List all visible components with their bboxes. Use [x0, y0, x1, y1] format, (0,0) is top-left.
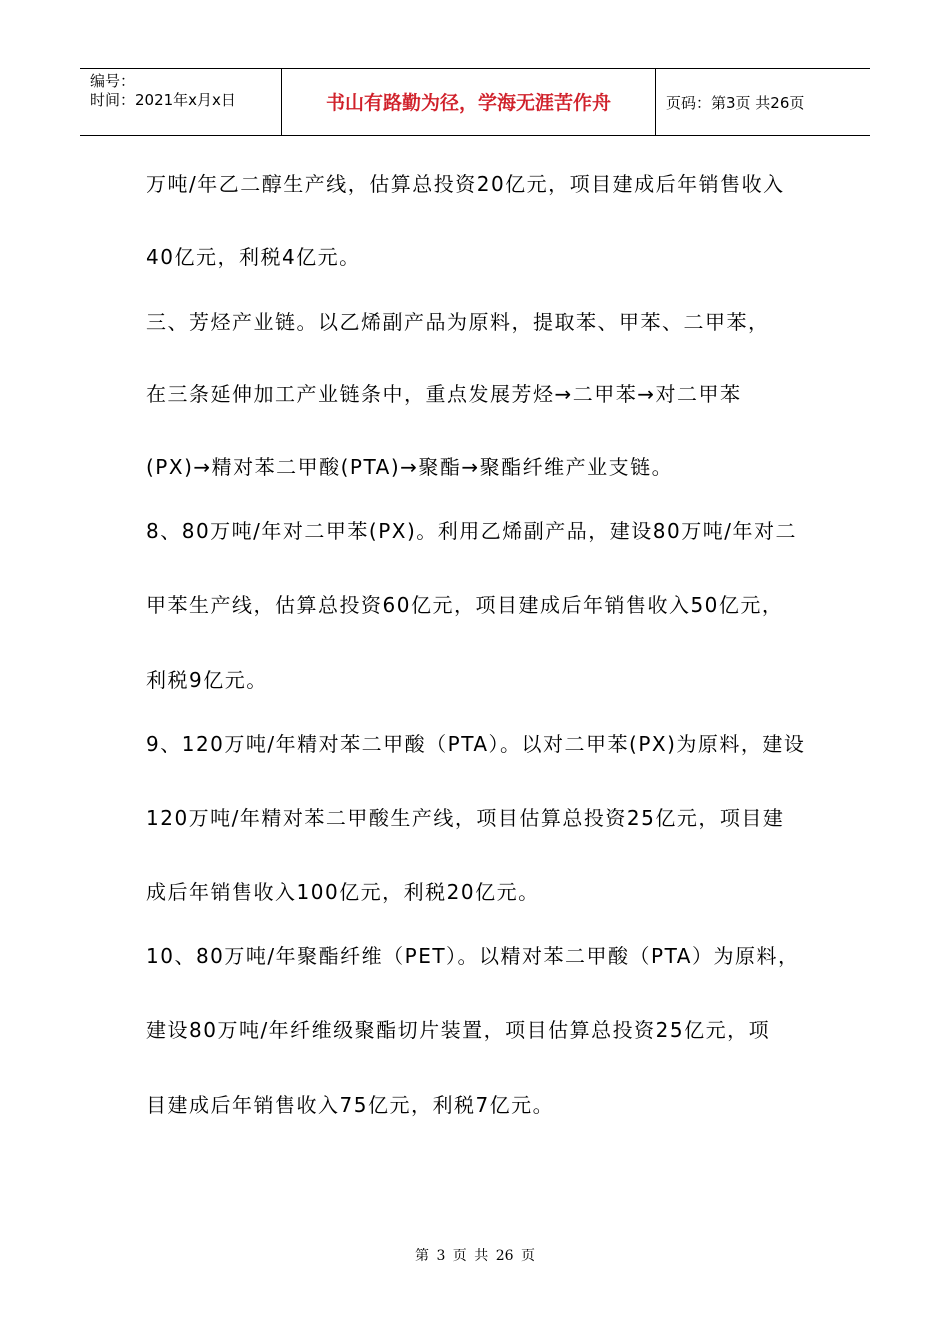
body-line: 万吨/年乙二醇生产线，估算总投资20亿元，项目建成后年销售收入 [146, 172, 785, 196]
body-line: 利税9亿元。 [146, 668, 268, 692]
body-line: 在三条延伸加工产业链条中，重点发展芳烃→二甲苯→对二甲苯 [146, 382, 742, 406]
body-line: (PX)→精对苯二甲酸(PTA)→聚酯→聚酯纤维产业支链。 [146, 455, 674, 479]
header-motto: 书山有路勤为径，学海无涯苦作舟 [325, 92, 611, 114]
header-page-cell [656, 69, 870, 135]
body-line: 9、120万吨/年精对苯二甲酸（PTA）。以对二甲苯(PX)为原料，建设 [146, 732, 806, 756]
document-time-label: 时间：2021年x月x日 [90, 91, 236, 109]
body-line: 120万吨/年精对苯二甲酸生产线，项目估算总投资25亿元，项目建 [146, 806, 785, 830]
header-page-number: 页码：第3页 共26页 [666, 94, 805, 112]
page-footer: 第 3 页 共 26 页 [415, 1248, 535, 1264]
header-motto-cell [282, 69, 656, 135]
header-info-cell [80, 69, 282, 135]
body-line: 建设80万吨/年纤维级聚酯切片装置，项目估算总投资25亿元，项 [146, 1018, 771, 1042]
body-line: 10、80万吨/年聚酯纤维（PET）。以精对苯二甲酸（PTA）为原料， [146, 944, 800, 968]
page-header [80, 68, 870, 136]
document-code-label: 编号： [90, 72, 136, 90]
body-line: 成后年销售收入100亿元，利税20亿元。 [146, 880, 540, 904]
body-line: 40亿元，利税4亿元。 [146, 245, 361, 269]
body-line: 8、80万吨/年对二甲苯(PX)。利用乙烯副产品，建设80万吨/年对二 [146, 519, 797, 543]
body-line: 甲苯生产线，估算总投资60亿元，项目建成后年销售收入50亿元， [146, 593, 784, 617]
body-line: 三、芳烃产业链。以乙烯副产品为原料，提取苯、甲苯、二甲苯， [146, 310, 770, 334]
body-line: 目建成后年销售收入75亿元，利税7亿元。 [146, 1093, 555, 1117]
